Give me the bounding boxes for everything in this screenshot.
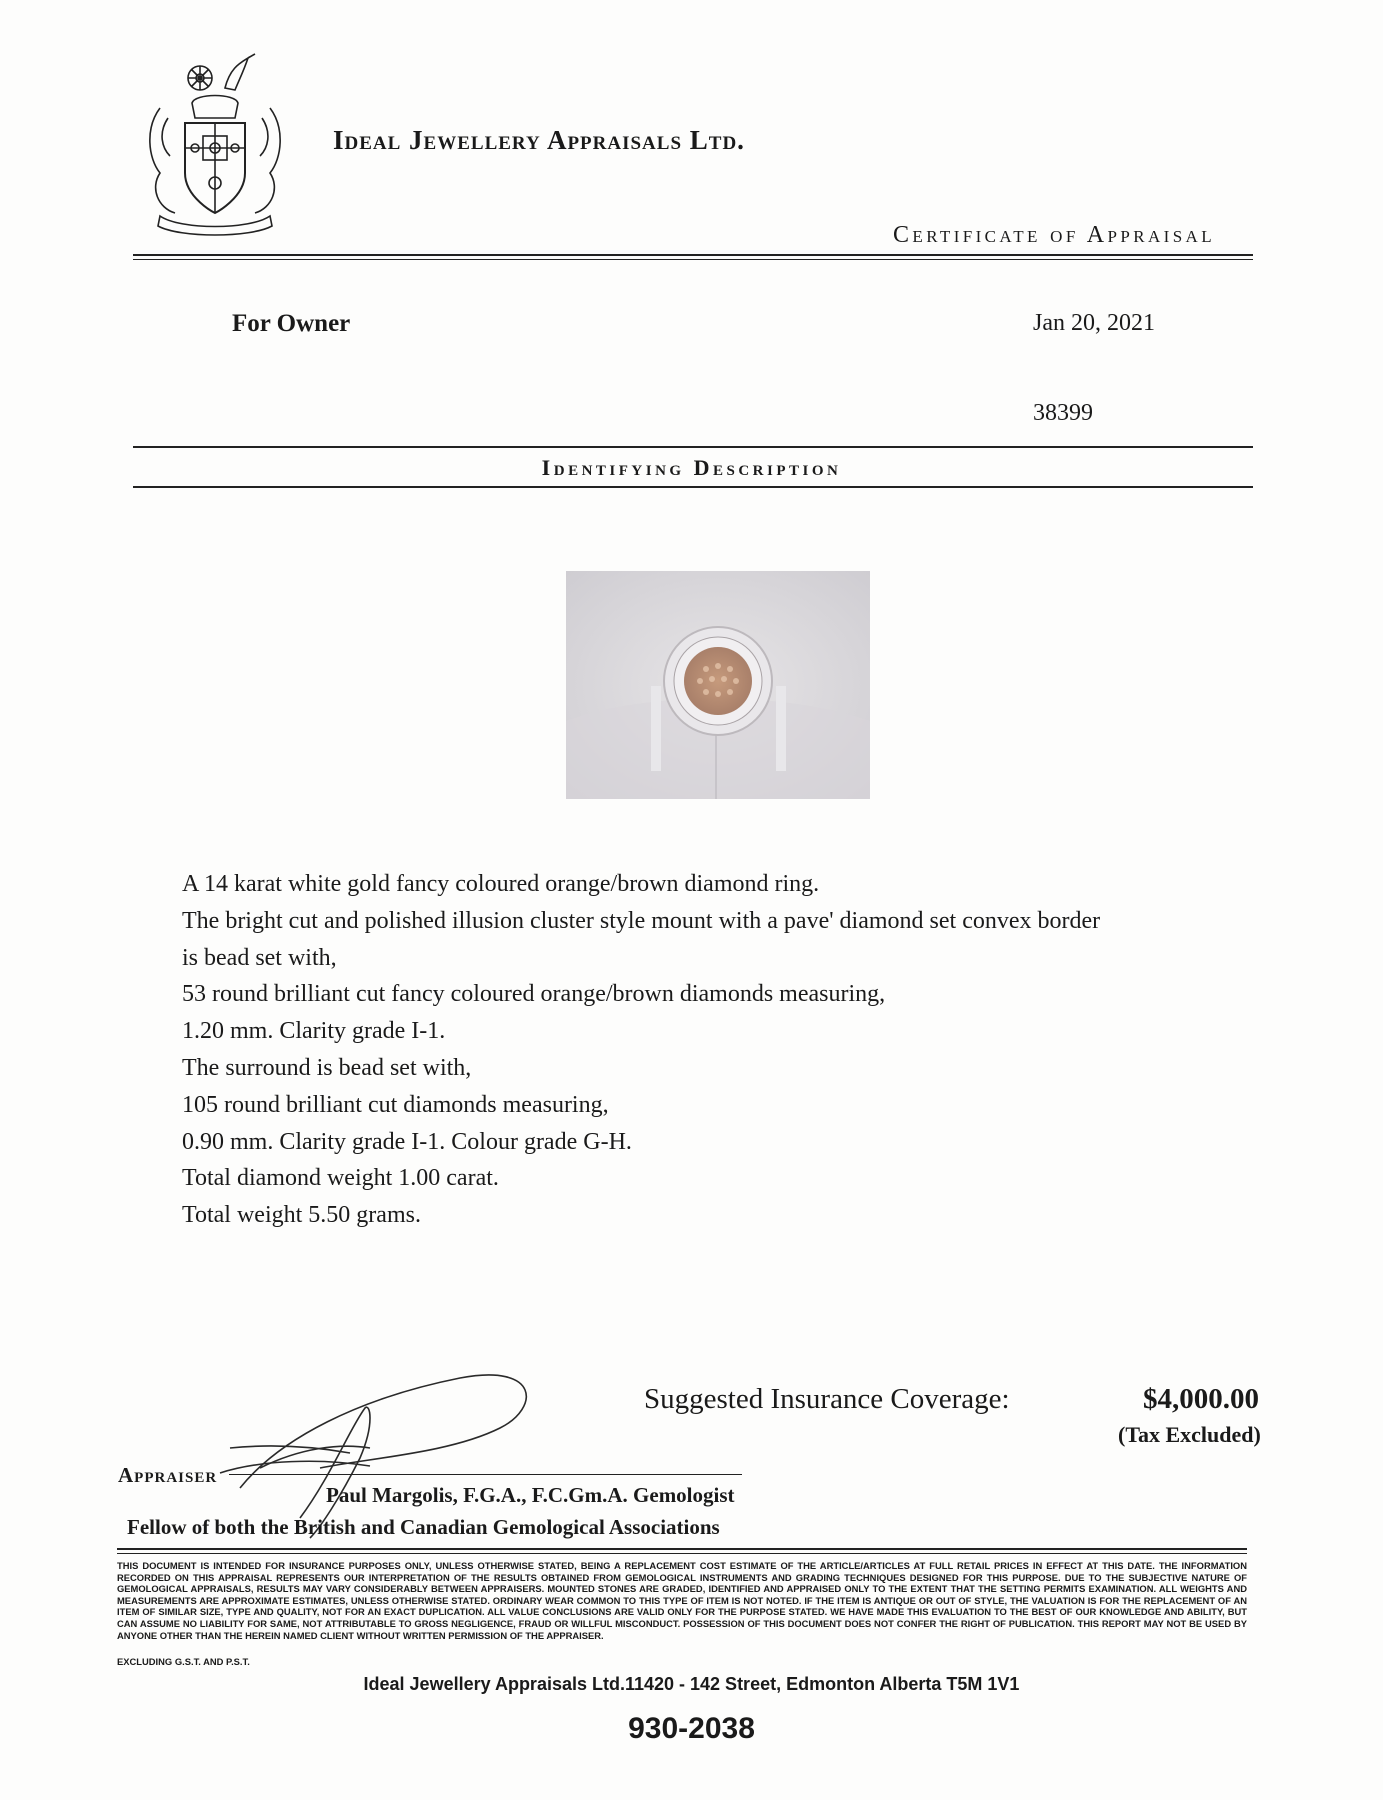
disclaimer-text: THIS DOCUMENT IS INTENDED FOR INSURANCE PURPOSES ONLY, UNLESS OTHERWISE STATED, BEING A REPLACEMENT COST ESTIMATE OF THE ARTICLE/ARTICLES AT FULL RETAIL PRICES IN EFFECT AT THIS DATE. THE INFORMATION RECORDED ON THIS APPRAISAL REPRESENTS OUR INTERPRETATION OF THE RESULTS OBTAINED FROM GEMOLOGICAL INSTRUMENTS AND GRADING TECHNIQUES DESIGNED FOR THIS PURPOSE. DUE TO THE SUBJECTIVE NATURE OF GEMOLOGICAL APPRAISALS, RESULTS MAY VARY CONSIDERABLY BETWEEN APPRAISERS. MOUNTED STONES ARE GRADED, IDENTIFIED AND APPRAISED ONLY TO THE EXTENT THAT THE SETTING PERMITS EXAMINATION. ALL WEIGHTS AND MEASUREMENTS ARE APPROXIMATE ESTIMATES, UNLESS OTHERWISE STATED. ORDINARY WEAR COMMON TO THIS TYPE OF ITEM IS NOT NOTED. IF THE ITEM IS ANTIQUE OR OUT OF STYLE, THE VALUATION IS FOR THE REPLACEMENT OF AN ITEM OF SIMILAR SIZE, TYPE AND QUALITY, NOT FOR AN EXACT DUPLICATION. ALL VALUE CONCLUSIONS ARE VALID ONLY FOR THE PURPOSE STATED. WE HAVE MADE THIS EVALUATION TO THE BEST OF OUR KNOWLEDGE AND ABILITY, BUT CAN ASSUME NO LIABILITY FOR SAME, NOT ATTRIBUTABLE TO GROSS NEGLIGENCE, FRAUD OR WILLFUL MISCONDUCT. POSSESSION OF THIS DOCUMENT DOES NOT CONFER THE RIGHT OF PUBLICATION. THIS REPORT MAY NOT BE USED BY ANYONE OTHER THAN THE HEREIN NAMED CLIENT WITHOUT WRITTEN PERMISSION OF THE APPRAISER.: [117, 1560, 1247, 1641]
description-line: is bead set with,: [182, 944, 337, 971]
owner-label: For Owner: [232, 310, 351, 337]
description-line: Total diamond weight 1.00 carat.: [182, 1165, 499, 1192]
divider: [133, 446, 1253, 448]
appraisal-date: Jan 20, 2021: [1033, 310, 1155, 336]
divider: [133, 254, 1253, 256]
description-line: The bright cut and polished illusion cluster style mount with a pave' diamond set convex border: [182, 907, 1101, 934]
description-line: 105 round brilliant cut diamonds measuring,: [182, 1091, 609, 1118]
divider: [133, 259, 1253, 260]
description-line: 53 round brilliant cut fancy coloured orange/brown diamonds measuring,: [182, 981, 886, 1008]
certificate-title: Certificate of Appraisal: [893, 222, 1216, 248]
section-title: Identifying Description: [541, 455, 842, 480]
divider: [133, 486, 1253, 488]
company-name: Ideal Jewellery Appraisals Ltd.: [333, 125, 745, 155]
footer-address: Ideal Jewellery Appraisals Ltd.11420 - 142 Street, Edmonton Alberta T5M 1V1: [363, 1674, 1020, 1694]
insurance-amount: $4,000.00: [1143, 1383, 1259, 1415]
signature-line: [229, 1474, 742, 1475]
insurance-label: Suggested Insurance Coverage:: [644, 1383, 1010, 1415]
divider: [117, 1548, 1247, 1550]
appraiser-label: Appraiser: [118, 1463, 218, 1487]
description-line: Total weight 5.50 grams.: [182, 1202, 421, 1229]
appraiser-name: Paul Margolis, F.G.A., F.C.Gm.A. Gemologist: [326, 1483, 735, 1507]
tax-note: (Tax Excluded): [1118, 1422, 1261, 1447]
tax-exclusion: EXCLUDING G.S.T. AND P.S.T.: [117, 1656, 250, 1667]
coat-of-arms-icon: [140, 48, 290, 238]
ring-photo: [566, 571, 870, 799]
appraiser-credentials: Fellow of both the British and Canadian Gemological Associations: [127, 1515, 720, 1539]
description-line: 0.90 mm. Clarity grade I-1. Colour grade G-H.: [182, 1128, 632, 1155]
divider: [117, 1553, 1247, 1554]
description-line: A 14 karat white gold fancy coloured orange/brown diamond ring.: [182, 871, 820, 897]
certificate-number: 38399: [1033, 400, 1093, 426]
description-line: The surround is bead set with,: [182, 1054, 472, 1081]
footer-phone: 930-2038: [628, 1712, 755, 1745]
item-description: [182, 866, 1100, 1234]
description-line: 1.20 mm. Clarity grade I-1.: [182, 1018, 446, 1045]
